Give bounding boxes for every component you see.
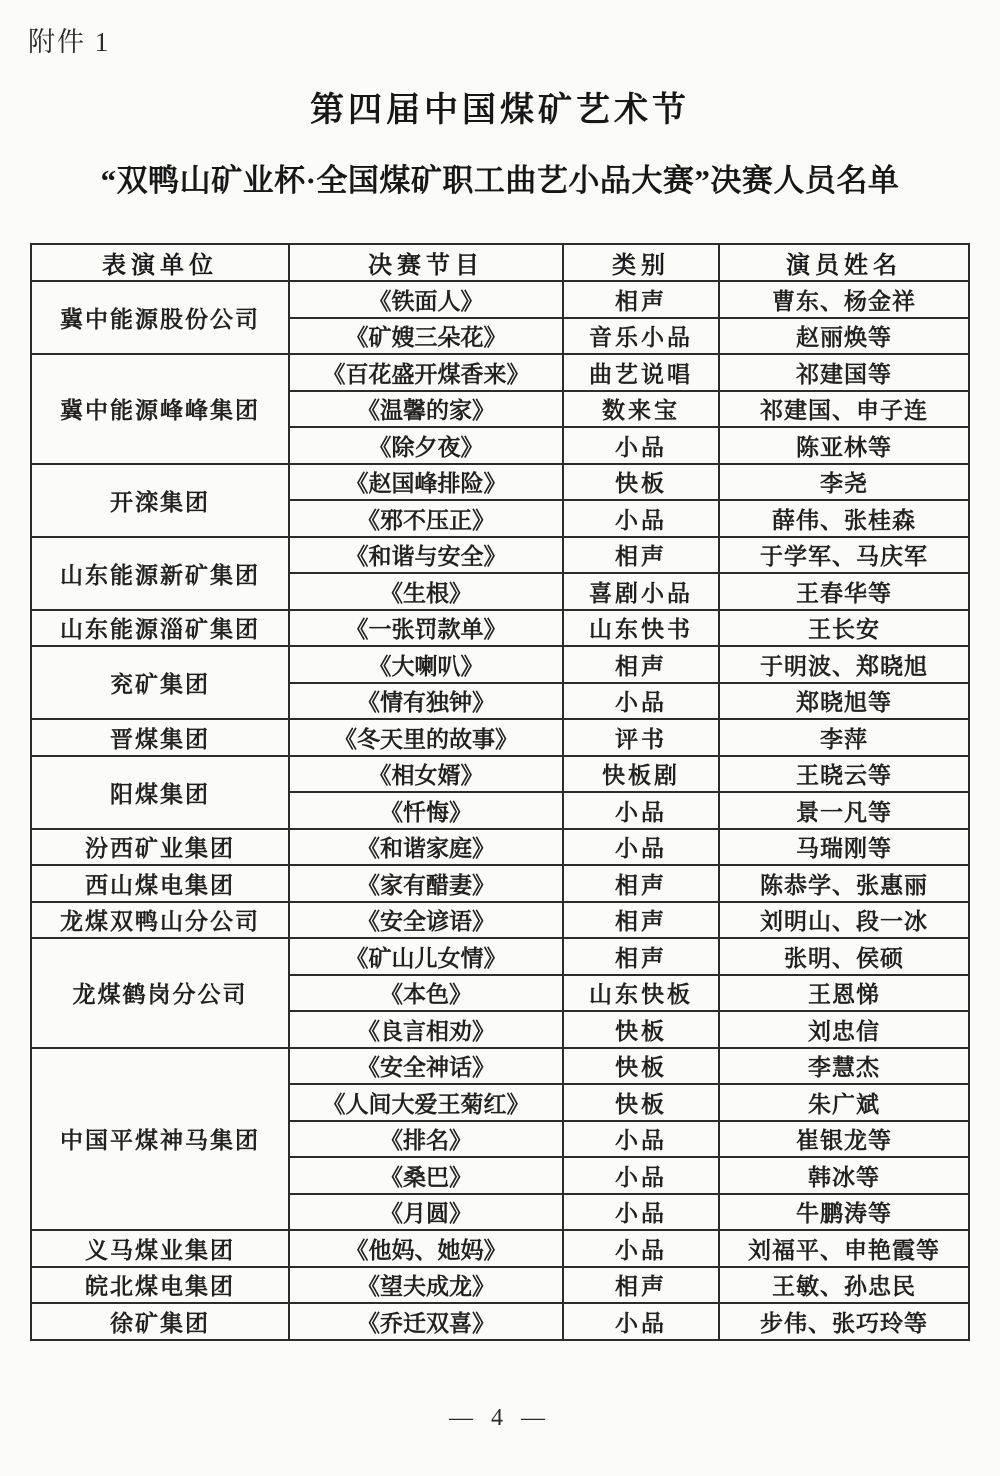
performers-cell: 王晓云等	[719, 756, 969, 793]
program-cell: 《一张罚款单》	[289, 610, 563, 647]
unit-cell: 龙煤双鸭山分公司	[31, 902, 289, 939]
performers-cell: 王长安	[719, 610, 969, 647]
program-cell: 《矿山儿女情》	[289, 938, 563, 975]
table-row	[31, 281, 969, 318]
performers-cell: 曹东、杨金祥	[719, 281, 969, 318]
category-cell: 音乐小品	[563, 318, 719, 355]
performers-cell: 薛伟、张桂森	[719, 500, 969, 537]
category-cell: 小品	[563, 1230, 719, 1267]
unit-cell: 汾西矿业集团	[31, 829, 289, 866]
performers-cell: 祁建国、申子连	[719, 391, 969, 428]
program-cell: 《情有独钟》	[289, 683, 563, 720]
performers-cell: 刘福平、申艳霞等	[719, 1230, 969, 1267]
roster-table	[30, 243, 970, 1341]
program-cell: 《温馨的家》	[289, 391, 563, 428]
unit-cell: 阳煤集团	[31, 756, 289, 829]
category-cell: 数来宝	[563, 391, 719, 428]
unit-cell: 龙煤鹤岗分公司	[31, 938, 289, 1048]
unit-cell: 徐矿集团	[31, 1303, 289, 1340]
page-number: — 4 —	[449, 1405, 551, 1431]
category-cell: 小品	[563, 1303, 719, 1340]
page-subtitle: “双鸭山矿业杯·全国煤矿职工曲艺小品大赛”决赛人员名单	[100, 163, 900, 198]
category-cell: 快板	[563, 1048, 719, 1085]
program-cell: 《矿嫂三朵花》	[289, 318, 563, 355]
column-header: 类别	[563, 244, 719, 281]
category-cell: 山东快板	[563, 975, 719, 1012]
table-row	[31, 1303, 969, 1340]
table-row	[31, 1048, 969, 1085]
unit-cell: 中国平煤神马集团	[31, 1048, 289, 1231]
program-cell: 《他妈、她妈》	[289, 1230, 563, 1267]
table-row	[31, 537, 969, 574]
unit-cell: 冀中能源股份公司	[31, 281, 289, 354]
performers-cell: 牛鹏涛等	[719, 1194, 969, 1231]
performers-cell: 王恩悌	[719, 975, 969, 1012]
category-cell: 小品	[563, 683, 719, 720]
performers-cell: 于明波、郑晓旭	[719, 646, 969, 683]
column-header: 表演单位	[31, 244, 289, 281]
program-cell: 《和谐与安全》	[289, 537, 563, 574]
table-row	[31, 464, 969, 501]
category-cell: 小品	[563, 1157, 719, 1194]
category-cell: 曲艺说唱	[563, 354, 719, 391]
unit-cell: 晋煤集团	[31, 719, 289, 756]
program-cell: 《相女婿》	[289, 756, 563, 793]
program-cell: 《良言相劝》	[289, 1011, 563, 1048]
program-cell: 《安全神话》	[289, 1048, 563, 1085]
performers-cell: 陈亚林等	[719, 427, 969, 464]
category-cell: 小品	[563, 1194, 719, 1231]
category-cell: 相声	[563, 902, 719, 939]
performers-cell: 景一凡等	[719, 792, 969, 829]
program-cell: 《大喇叭》	[289, 646, 563, 683]
program-cell: 《排名》	[289, 1121, 563, 1158]
roster-table-header-row	[31, 244, 969, 281]
program-cell: 《和谐家庭》	[289, 829, 563, 866]
table-row	[31, 354, 969, 391]
program-cell: 《赵国峰排险》	[289, 464, 563, 501]
category-cell: 小品	[563, 829, 719, 866]
program-cell: 《百花盛开煤香来》	[289, 354, 563, 391]
page-title: 第四届中国煤矿艺术节	[310, 92, 690, 129]
performers-cell: 马瑞刚等	[719, 829, 969, 866]
performers-cell: 王敏、孙忠民	[719, 1267, 969, 1304]
category-cell: 山东快书	[563, 610, 719, 647]
category-cell: 相声	[563, 646, 719, 683]
program-cell: 《冬天里的故事》	[289, 719, 563, 756]
program-cell: 《忏悔》	[289, 792, 563, 829]
table-row	[31, 756, 969, 793]
program-cell: 《月圆》	[289, 1194, 563, 1231]
performers-cell: 赵丽焕等	[719, 318, 969, 355]
performers-cell: 王春华等	[719, 573, 969, 610]
performers-cell: 韩冰等	[719, 1157, 969, 1194]
program-cell: 《人间大爱王菊红》	[289, 1084, 563, 1121]
category-cell: 快板	[563, 1084, 719, 1121]
program-cell: 《除夕夜》	[289, 427, 563, 464]
program-cell: 《桑巴》	[289, 1157, 563, 1194]
performers-cell: 陈恭学、张惠丽	[719, 865, 969, 902]
table-row	[31, 902, 969, 939]
unit-cell: 开滦集团	[31, 464, 289, 537]
unit-cell: 兖矿集团	[31, 646, 289, 719]
performers-cell: 张明、侯硕	[719, 938, 969, 975]
table-row	[31, 865, 969, 902]
table-row	[31, 610, 969, 647]
performers-cell: 于学军、马庆军	[719, 537, 969, 574]
program-cell: 《望夫成龙》	[289, 1267, 563, 1304]
category-cell: 快板剧	[563, 756, 719, 793]
program-cell: 《铁面人》	[289, 281, 563, 318]
unit-cell: 冀中能源峰峰集团	[31, 354, 289, 464]
category-cell: 相声	[563, 865, 719, 902]
program-cell: 《本色》	[289, 975, 563, 1012]
unit-cell: 山东能源新矿集团	[31, 537, 289, 610]
roster-table-body	[31, 281, 969, 1340]
performers-cell: 李萍	[719, 719, 969, 756]
category-cell: 快板	[563, 464, 719, 501]
table-row	[31, 938, 969, 975]
program-cell: 《安全谚语》	[289, 902, 563, 939]
roster-table-head	[31, 244, 969, 281]
category-cell: 相声	[563, 1267, 719, 1304]
performers-cell: 刘忠信	[719, 1011, 969, 1048]
attachment-label: 附件 1	[28, 27, 111, 57]
program-cell: 《家有醋妻》	[289, 865, 563, 902]
category-cell: 小品	[563, 500, 719, 537]
category-cell: 小品	[563, 1121, 719, 1158]
unit-cell: 皖北煤电集团	[31, 1267, 289, 1304]
unit-cell: 义马煤业集团	[31, 1230, 289, 1267]
table-row	[31, 1267, 969, 1304]
table-row	[31, 646, 969, 683]
program-cell: 《乔迁双喜》	[289, 1303, 563, 1340]
performers-cell: 刘明山、段一冰	[719, 902, 969, 939]
category-cell: 相声	[563, 938, 719, 975]
unit-cell: 西山煤电集团	[31, 865, 289, 902]
column-header: 决赛节目	[289, 244, 563, 281]
performers-cell: 崔银龙等	[719, 1121, 969, 1158]
performers-cell: 李尧	[719, 464, 969, 501]
table-row	[31, 719, 969, 756]
performers-cell: 步伟、张巧玲等	[719, 1303, 969, 1340]
performers-cell: 朱广斌	[719, 1084, 969, 1121]
category-cell: 评书	[563, 719, 719, 756]
program-cell: 《邪不压正》	[289, 500, 563, 537]
table-row	[31, 829, 969, 866]
table-row	[31, 1230, 969, 1267]
category-cell: 小品	[563, 792, 719, 829]
category-cell: 喜剧小品	[563, 573, 719, 610]
performers-cell: 李慧杰	[719, 1048, 969, 1085]
performers-cell: 郑晓旭等	[719, 683, 969, 720]
category-cell: 小品	[563, 427, 719, 464]
program-cell: 《生根》	[289, 573, 563, 610]
unit-cell: 山东能源淄矿集团	[31, 610, 289, 647]
category-cell: 相声	[563, 281, 719, 318]
performers-cell: 祁建国等	[719, 354, 969, 391]
category-cell: 相声	[563, 537, 719, 574]
column-header: 演员姓名	[719, 244, 969, 281]
category-cell: 快板	[563, 1011, 719, 1048]
